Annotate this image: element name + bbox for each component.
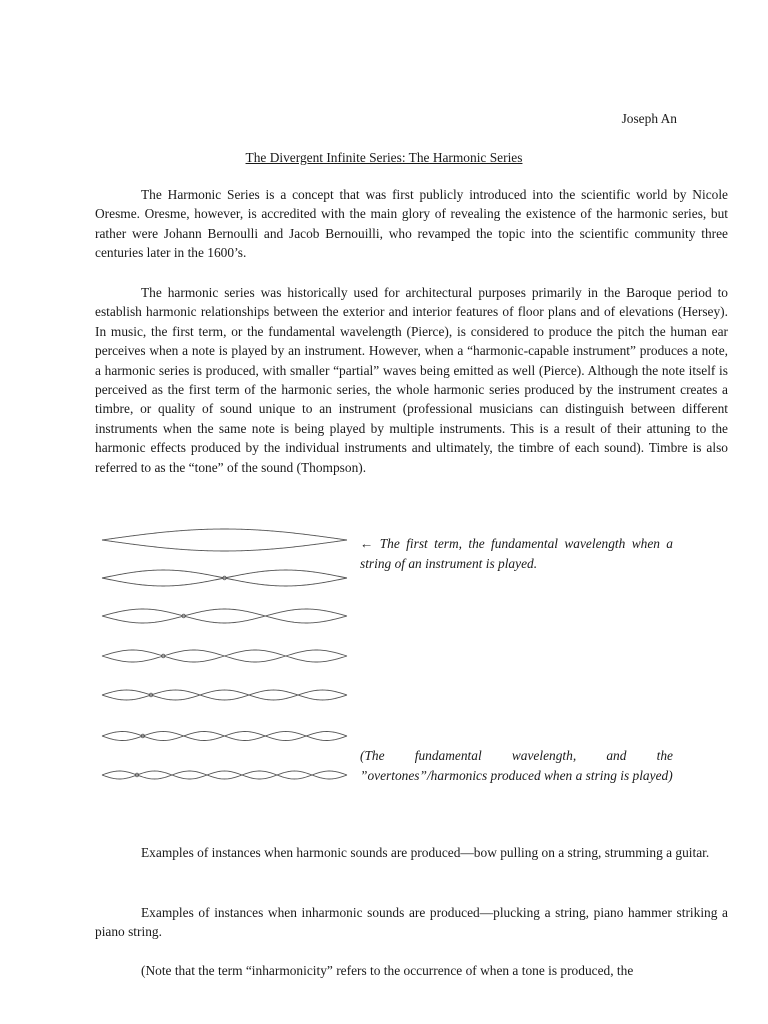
harmonic-envelope-3-upper <box>102 609 347 623</box>
harmonic-envelope-1-upper <box>102 529 347 540</box>
harmonic-wave-1 <box>102 529 347 551</box>
harmonic-wave-6 <box>102 732 347 741</box>
harmonic-wave-7 <box>102 771 347 779</box>
paragraph-usage: The harmonic series was historically used for architectural purposes primarily in the Baroque period to establish harmonic relationships between the exterior and interior features of floor plans and of elevations (Hersey). In music, the first term, or the fundamental wavelength (Pierce), is considered to produce the pitch the human ear perceives when a note is played by an instrument. However, when a “harmonic-capable instrument” produces a note, a harmonic series is produced, with smaller “partial” waves being emitted as well (Pierce). Although the note itself is perceived as the first term of the harmonic series, the whole harmonic series produced by the instrument creates a timbre, or quality of sound unique to an instrument (professional musicians can distinguish between different instruments when the same note is being played by multiple instruments. This is a result of their attuning to the harmonic effects produced by the individual instruments and ultimately, the timbre of each sound). Timbre is also referred to as the “tone” of the sound (Thompson). <box>95 285 728 475</box>
harmonic-wave-3 <box>102 609 347 623</box>
paragraph-history: The Harmonic Series is a concept that was first publicly introduced into the scientific world by Nicole Oresme. Oresme, however, is accredited with the main glory of revealing the existence of the harmonic series, but rather were Johann Bernoulli and Jacob Bernouilli, who revamped the topic into the scientific community three centuries later in the 1600’s. <box>95 187 728 261</box>
document-title: The Divergent Infinite Series: The Harmonic Series <box>245 150 523 165</box>
harmonic-envelope-3-lower <box>102 609 347 623</box>
harmonic-envelope-4-upper <box>102 650 347 662</box>
harmonic-wave-5 <box>102 690 347 700</box>
harmonic-wave-4 <box>102 650 347 662</box>
caption-first-term: ← The first term, the fundamental wavelength when a string of an instrument is played. <box>360 536 673 571</box>
harmonic-envelope-2-upper <box>102 570 347 586</box>
author-name: Joseph An <box>621 111 677 126</box>
paragraph-inharmonic-examples: Examples of instances when inharmonic sounds are produced—plucking a string, piano hammer striking a piano string. <box>95 905 728 940</box>
harmonics-figure <box>95 520 360 800</box>
caption-overtones: (The fundamental wavelength, and the ”overtones”/harmonics produced when a string is played) <box>360 748 673 783</box>
harmonic-envelope-1-lower <box>102 540 347 551</box>
harmonic-envelope-6-upper <box>102 732 347 741</box>
harmonic-wave-2 <box>102 570 347 586</box>
paragraph-inharmonicity-note: (Note that the term “inharmonicity” refers to the occurrence of when a tone is produced, the <box>141 963 634 978</box>
paragraph-harmonic-examples: Examples of instances when harmonic sounds are produced—bow pulling on a string, strumming a guitar. <box>141 845 710 860</box>
